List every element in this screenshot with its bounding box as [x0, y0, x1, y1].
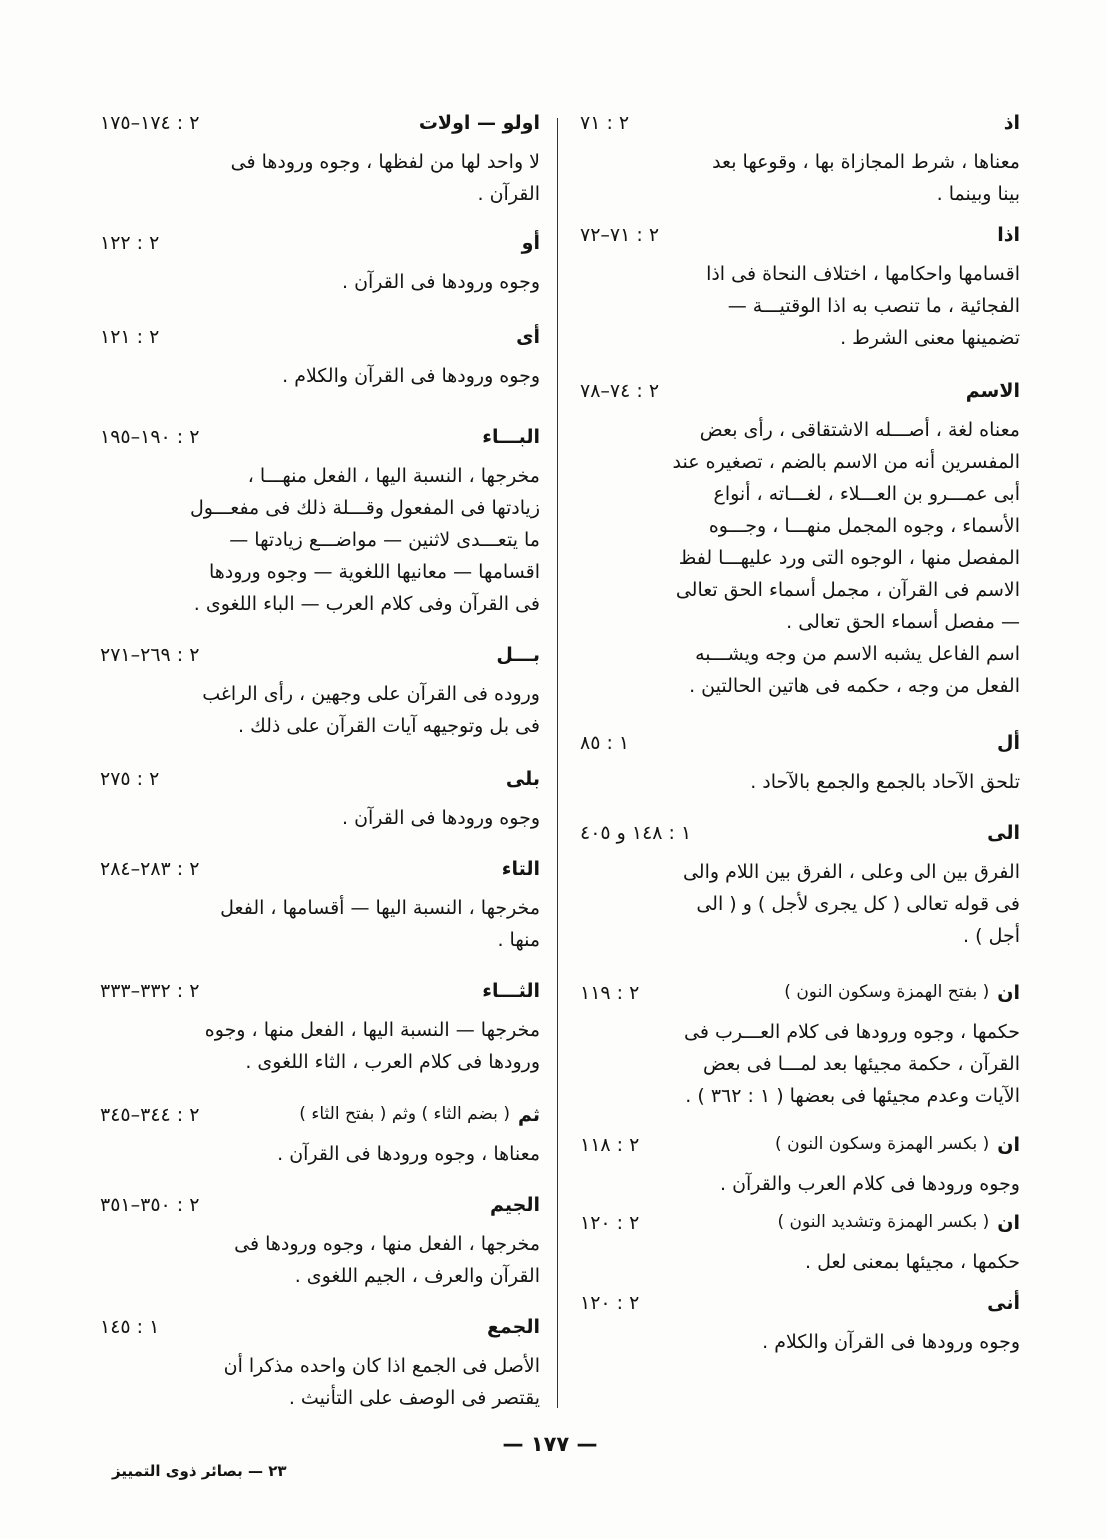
entry-reference: ٢ : ٢٨٣–٢٨٤: [100, 858, 200, 880]
entry-description: [100, 1138, 540, 1170]
entry-description: [580, 1326, 1020, 1358]
entry-description: [100, 678, 540, 742]
description-line: وجوه ورودها فى القرآن .: [342, 807, 540, 829]
description-line: ما يتعـــدى لاثنين — مواضـــع زيادتها —: [229, 529, 540, 551]
index-entry: [100, 228, 540, 298]
entry-description: [580, 1168, 1020, 1200]
entry-heading: [100, 322, 540, 360]
entry-heading: [580, 220, 1020, 258]
description-line: الأسماء ، وجوه المجمل منهـــا ، وجـــوه: [708, 515, 1020, 537]
index-entry: [580, 728, 1020, 798]
description-line: اقسامها واحكامها ، اختلاف النحاة فى اذا: [706, 263, 1020, 285]
description-line: معناها ، وجوه ورودها فى القرآن .: [277, 1143, 540, 1165]
entry-description: [100, 460, 540, 620]
description-line: المفصل منها ، الوجوه التى ورد عليهـــا لفظ: [678, 547, 1020, 569]
entry-heading: [580, 376, 1020, 414]
entry-heading: [100, 854, 540, 892]
description-line: الأصل فى الجمع اذا كان واحده مذكرا أن: [223, 1355, 540, 1377]
entry-term: اذ: [1003, 112, 1020, 134]
entry-reference: ٢ : ٧٤–٧٨: [580, 380, 660, 402]
entry-reference: ٢ : ٢٧٥: [100, 768, 160, 790]
entry-heading: [100, 108, 540, 146]
entry-heading: [580, 1130, 1020, 1168]
index-entry: [100, 976, 540, 1078]
entry-term-text: ان: [997, 1134, 1020, 1156]
entry-heading: [100, 1190, 540, 1228]
description-line: المفسرين أنه من الاسم بالضم ، تصغيره عند: [672, 451, 1020, 473]
entry-reference: ٢ : ٧١: [580, 112, 630, 134]
index-entry: [100, 640, 540, 742]
description-line: مخرجها ، النسبة اليها — أقسامها ، الفعل: [220, 897, 540, 919]
entry-reference: ٢ : ٢٦٩–٢٧١: [100, 644, 200, 666]
entry-reference: ٢ : ١٢٠: [580, 1292, 640, 1314]
left-column: [100, 108, 540, 1414]
entry-description: [100, 1350, 540, 1414]
description-line: الآيات وعدم مجيئها فى بعضها ( ١ : ٣٦٢ ) .: [685, 1085, 1020, 1107]
entry-reference: ١ : ٨٥: [580, 732, 630, 754]
entry-heading: [100, 764, 540, 802]
index-entry: [580, 108, 1020, 210]
description-line: حكمها ، مجيئها بمعنى لعل .: [805, 1251, 1020, 1273]
column-divider: [557, 118, 558, 1408]
entry-reference: ٢ : ١١٨: [580, 1134, 640, 1156]
index-entry: [100, 764, 540, 834]
entry-term: [299, 1104, 540, 1126]
description-line: أبى عمـــرو بن العـــلاء ، لغـــاته ، أنواع: [713, 483, 1020, 505]
entry-heading: [100, 422, 540, 460]
description-line: حكمها ، وجوه ورودها فى كلام العـــرب فى: [684, 1021, 1020, 1043]
description-line: القرآن ، حكمة مجيئها بعد لمـــا فى بعض: [702, 1053, 1020, 1075]
index-entry: [580, 1288, 1020, 1358]
entry-heading: [100, 976, 540, 1014]
description-line: منها .: [497, 929, 540, 951]
entry-heading: [100, 1312, 540, 1350]
index-entry: [580, 818, 1020, 952]
description-line: اسم الفاعل يشبه الاسم من وجه ويشـــبه: [695, 643, 1020, 665]
entry-description: [100, 360, 540, 392]
entry-note: ( بفتح الهمزة وسكون النون ): [784, 982, 990, 1002]
entry-reference: ١ : ١٤٥: [100, 1316, 160, 1338]
entry-description: [100, 266, 540, 298]
entry-term: [777, 1212, 1020, 1234]
entry-term: أو: [521, 232, 540, 254]
entry-reference: ٢ : ١١٩: [580, 982, 640, 1004]
entry-reference: ٢ : ٣٣٢–٣٣٣: [100, 980, 200, 1002]
entry-reference: ٢ : ٣٤٤–٣٤٥: [100, 1104, 200, 1126]
index-entry: [580, 376, 1020, 702]
description-line: زيادتها فى المفعول وقـــلة ذلك فى مفعـــول: [189, 497, 540, 519]
index-entry: [100, 854, 540, 956]
entry-term: الجمع: [486, 1316, 540, 1338]
description-line: مخرجها ، الفعل منها ، وجوه ورودها فى: [234, 1233, 540, 1255]
entry-note: ( بضم الثاء ) وثم ( بفتح الثاء ): [299, 1104, 510, 1124]
entry-reference: ٢ : ١٩٠–١٩٥: [100, 426, 200, 448]
index-entry: [100, 1190, 540, 1292]
description-line: الفجائية ، ما تنصب به اذا الوقتيـــة —: [727, 295, 1020, 317]
entry-term: بـــل: [496, 644, 540, 666]
description-line: القرآن والعرف ، الجيم اللغوى .: [294, 1265, 540, 1287]
entry-description: [100, 802, 540, 834]
description-line: وجوه ورودها فى القرآن والكلام .: [282, 365, 540, 387]
entry-heading: [580, 818, 1020, 856]
entry-term: أنى: [987, 1292, 1020, 1314]
entry-term-text: ثم: [517, 1104, 540, 1126]
entry-term: الثـــاء: [482, 980, 540, 1002]
entry-term: التاء: [501, 858, 540, 880]
description-line: بينا وبينما .: [936, 183, 1020, 205]
entry-description: [580, 414, 1020, 702]
description-line: وجوه ورودها فى كلام العرب والقرآن .: [719, 1173, 1020, 1195]
right-column: [580, 108, 1020, 1358]
description-line: القرآن .: [477, 183, 540, 205]
entry-heading: [580, 728, 1020, 766]
index-entry: [100, 1312, 540, 1414]
description-line: معناه لغة ، أصـــله الاشتقاقى ، رأى بعض: [699, 419, 1020, 441]
entry-term: اولو — اولات: [418, 112, 540, 134]
entry-reference: ٢ : ٧١–٧٢: [580, 224, 660, 246]
description-line: معناها ، شرط المجازاة بها ، وقوعها بعد: [712, 151, 1020, 173]
entry-description: [100, 1014, 540, 1078]
entry-reference: ٢ : ٣٥٠–٣٥١: [100, 1194, 200, 1216]
entry-description: [100, 146, 540, 210]
entry-term: بلى: [505, 768, 540, 790]
description-line: مخرجها — النسبة اليها ، الفعل منها ، وجوه: [204, 1019, 540, 1041]
index-entry: [100, 422, 540, 620]
description-line: — مفصل أسماء الحق تعالى .: [786, 611, 1020, 633]
page-number: — ١٧٧ —: [502, 1432, 598, 1456]
description-line: وجوه ورودها فى القرآن والكلام .: [762, 1331, 1020, 1353]
entry-reference: ٢ : ١٢٢: [100, 232, 160, 254]
entry-term: أل: [997, 732, 1020, 754]
description-line: وجوه ورودها فى القرآن .: [342, 271, 540, 293]
entry-description: [580, 1246, 1020, 1278]
entry-term: اذا: [997, 224, 1020, 246]
entry-note: ( بكسر الهمزة وسكون النون ): [775, 1134, 990, 1154]
entry-term: [775, 1134, 1020, 1156]
index-entry: [100, 108, 540, 210]
entry-description: [100, 892, 540, 956]
entry-description: [580, 146, 1020, 210]
entry-reference: ٢ : ١٧٤–١٧٥: [100, 112, 200, 134]
entry-heading: [580, 978, 1020, 1016]
entry-description: [580, 766, 1020, 798]
description-line: تضمينها معنى الشرط .: [840, 327, 1020, 349]
entry-heading: [100, 228, 540, 266]
entry-term-text: ان: [997, 1212, 1020, 1234]
index-entry: [580, 978, 1020, 1112]
entry-term: الى: [987, 822, 1020, 844]
entry-term: [784, 982, 1020, 1004]
footer-source: ٢٣ — بصائر ذوى التمييز: [112, 1462, 287, 1480]
entry-term: الجيم: [490, 1194, 540, 1216]
description-line: مخرجها ، النسبة اليها ، الفعل منهـــا ،: [247, 465, 540, 487]
entry-term: أى: [516, 326, 540, 348]
entry-reference: ١ : ١٤٨ و ٤٠٥: [580, 822, 692, 844]
description-line: وروده فى القرآن على وجهين ، رأى الراغب: [202, 683, 540, 705]
description-line: تلحق الآحاد بالجمع والجمع بالآحاد .: [750, 771, 1020, 793]
entry-heading: [580, 1208, 1020, 1246]
entry-term-text: ان: [997, 982, 1020, 1004]
index-entry: [580, 1130, 1020, 1200]
description-line: الفرق بين الى وعلى ، الفرق بين اللام والى: [682, 861, 1020, 883]
description-line: لا واحد لها من لفظها ، وجوه ورودها فى: [230, 151, 540, 173]
description-line: فى القرآن وفى كلام العرب — الباء اللغوى .: [193, 593, 540, 615]
entry-description: [100, 1228, 540, 1292]
entry-heading: [580, 108, 1020, 146]
entry-term: الاسم: [965, 380, 1020, 402]
index-entry: [100, 322, 540, 392]
entry-reference: ٢ : ١٢٠: [580, 1212, 640, 1234]
description-line: فى قوله تعالى ( كل يجرى لأجل ) و ( الى: [696, 893, 1020, 915]
entry-description: [580, 258, 1020, 354]
entry-heading: [580, 1288, 1020, 1326]
description-line: أجل ) .: [963, 925, 1020, 947]
entry-note: ( بكسر الهمزة وتشديد النون ): [777, 1212, 990, 1232]
entry-heading: [100, 1100, 540, 1138]
description-line: الاسم فى القرآن ، مجمل أسماء الحق تعالى: [675, 579, 1020, 601]
index-entry: [100, 1100, 540, 1170]
entry-heading: [100, 640, 540, 678]
entry-description: [580, 1016, 1020, 1112]
index-entry: [580, 1208, 1020, 1278]
description-line: اقسامها — معانيها اللغوية — وجوه ورودها: [208, 561, 540, 583]
entry-description: [580, 856, 1020, 952]
description-line: ورودها فى كلام العرب ، الثاء اللغوى .: [245, 1051, 540, 1073]
description-line: فى بل وتوجيهه آيات القرآن على ذلك .: [238, 715, 540, 737]
index-entry: [580, 220, 1020, 354]
entry-term: البـــاء: [482, 426, 540, 448]
description-line: الفعل من وجه ، حكمه فى هاتين الحالتين .: [689, 675, 1020, 697]
description-line: يقتصر فى الوصف على التأنيث .: [288, 1387, 540, 1409]
entry-reference: ٢ : ١٢١: [100, 326, 160, 348]
